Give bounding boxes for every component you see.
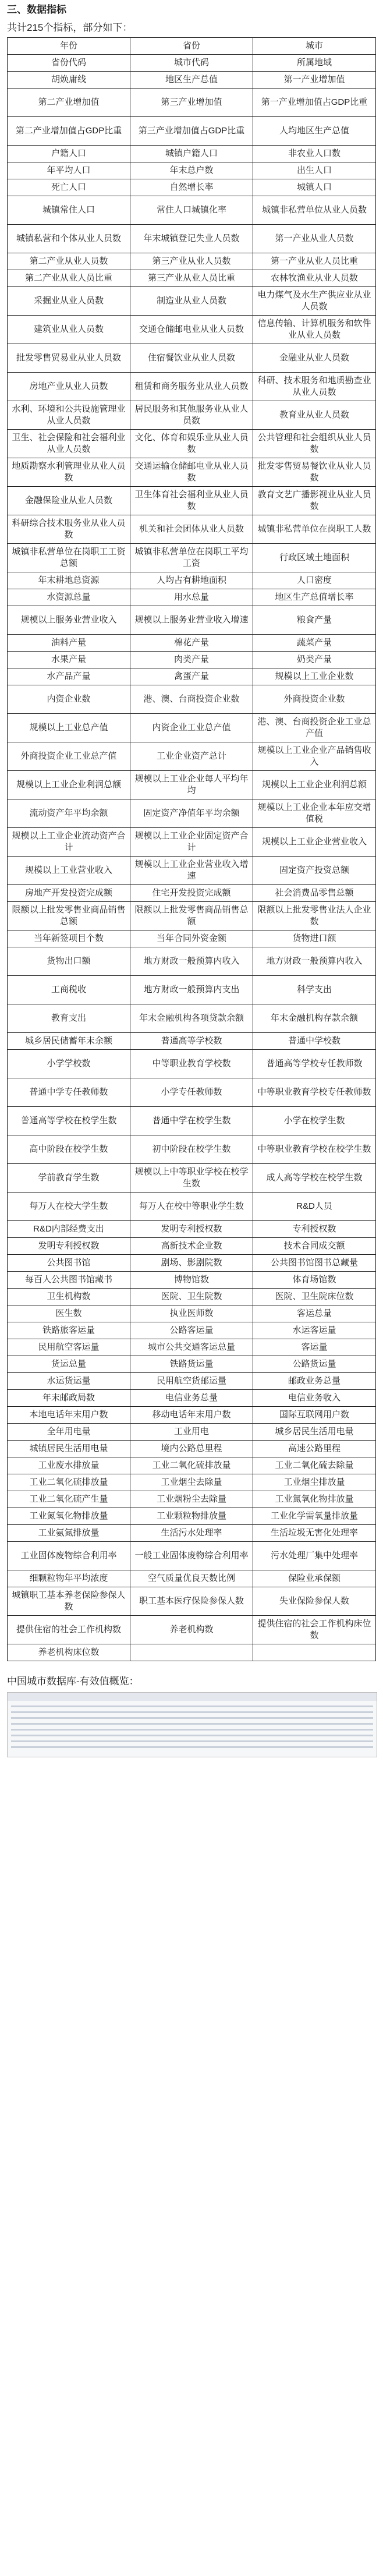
table-cell: 规模以上工业总产值 (8, 714, 130, 742)
table-row (8, 589, 376, 606)
table-cell: R&D内部经费支出 (8, 1221, 130, 1238)
table-cell: 技术合同成交额 (253, 1238, 375, 1255)
table-cell: 房地产开发投资完成额 (8, 885, 130, 902)
table-cell: 工业二氧化硫排放量 (8, 1474, 130, 1491)
table-cell: 规模以上工业企业营业收入增速 (130, 857, 253, 885)
table-row (8, 857, 376, 885)
table-cell: 文化、体育和娱乐业从业人员数 (130, 430, 253, 458)
table-cell: 机关和社会团体从业人员数 (130, 515, 253, 544)
table-cell: 粮食产量 (253, 606, 375, 635)
table-row (8, 1322, 376, 1339)
table-cell: 境内公路总里程 (130, 1441, 253, 1457)
table-cell: 学前教育学生数 (8, 1164, 130, 1193)
table-cell: 规模以上工业企业营业收入 (253, 828, 375, 857)
table-cell: 规模以上工业企业数 (253, 668, 375, 685)
table-row (8, 316, 376, 344)
table-cell: 人口密度 (253, 572, 375, 589)
table-row (8, 401, 376, 430)
table-cell: 科学支出 (253, 976, 375, 1004)
table-cell: 建筑业从业人员数 (8, 316, 130, 344)
table-cell: 失业保险参保人数 (253, 1587, 375, 1616)
table-row (8, 828, 376, 857)
table-cell: 采掘业从业人员数 (8, 287, 130, 316)
table-cell: 电信业务收入 (253, 1390, 375, 1407)
preview-title: 中国城市数据库-有效值概览： (7, 1676, 139, 1687)
section-title: 三、数据指标 (7, 4, 66, 15)
table-cell: 全年用电量 (8, 1424, 130, 1441)
table-cell: 流动资产年平均余额 (8, 799, 130, 828)
table-cell: 肉类产量 (130, 652, 253, 668)
table-cell: 水运货运量 (8, 1373, 130, 1390)
table-cell: 工业氮氧化物排放量 (8, 1508, 130, 1525)
table-cell: 水产品产量 (8, 668, 130, 685)
table-cell: 信息传输、计算机服务和软件业从业人员数 (253, 316, 375, 344)
table-cell: 公共图书馆图书总藏量 (253, 1255, 375, 1272)
table-row (8, 1289, 376, 1305)
table-row (8, 1221, 376, 1238)
table-row (8, 196, 376, 225)
table-cell: 第一产业增加值占GDP比重 (253, 89, 375, 117)
table-cell: 卫生体育社会福利业从业人员数 (130, 487, 253, 515)
table-row (8, 1193, 376, 1221)
table-cell: 第三产业增加值 (130, 89, 253, 117)
table-cell: 城乡居民生活用电量 (253, 1424, 375, 1441)
table-row (8, 1107, 376, 1135)
table-cell: 生活污水处理率 (130, 1525, 253, 1542)
table-cell: 当年合同外资金额 (130, 930, 253, 947)
table-row (8, 544, 376, 572)
table-cell: 工业氨氮排放量 (8, 1525, 130, 1542)
table-row (8, 1164, 376, 1193)
table-row (8, 1255, 376, 1272)
table-cell: 货物出口额 (8, 947, 130, 976)
table-cell: 规模以上工业企业本年应交增值税 (253, 799, 375, 828)
table-cell: 第二产业增加值占GDP比重 (8, 117, 130, 146)
indicator-table (7, 37, 376, 1661)
table-cell: 科研、技术服务和地质勘查业从业人员数 (253, 373, 375, 401)
table-cell: 水果产量 (8, 652, 130, 668)
table-row (8, 1570, 376, 1587)
table-cell: 工业企业资产总计 (130, 742, 253, 771)
table-cell: 户籍人口 (8, 146, 130, 162)
table-cell: 外商投资企业数 (253, 685, 375, 714)
table-row (8, 1004, 376, 1033)
table-cell: 城镇非私营单位在岗职工平均工资 (130, 544, 253, 572)
table-cell: 提供住宿的社会工作机构床位数 (253, 1616, 375, 1644)
table-cell: 工业烟尘排放量 (253, 1474, 375, 1491)
table-cell: 移动电话年末用户数 (130, 1407, 253, 1424)
table-cell: 死亡人口 (8, 179, 130, 196)
table-row (8, 1033, 376, 1050)
table-cell: 第二产业增加值 (8, 89, 130, 117)
table-cell: 细颗粒物年平均浓度 (8, 1570, 130, 1587)
table-row (8, 976, 376, 1004)
table-cell: 规模以上工业企业利润总额 (253, 771, 375, 799)
table-cell: 电信业务总量 (130, 1390, 253, 1407)
table-row (8, 72, 376, 89)
table-cell: 中等职业教育学校在校学生数 (253, 1135, 375, 1164)
table-row (8, 1078, 376, 1107)
table-row (8, 1542, 376, 1570)
table-row (8, 1305, 376, 1322)
table-cell: 第一产业从业人员比重 (253, 253, 375, 270)
table-row (8, 515, 376, 544)
table-cell: R&D人员 (253, 1193, 375, 1221)
table-cell: 客运总量 (253, 1305, 375, 1322)
table-cell: 年末邮政局数 (8, 1390, 130, 1407)
table-cell: 第三产业从业人员数 (130, 253, 253, 270)
table-cell: 空气质量优良天数比例 (130, 1570, 253, 1587)
table-row (8, 1424, 376, 1441)
table-cell: 教育业从业人员数 (253, 401, 375, 430)
table-cell: 地方财政一般预算内收入 (253, 947, 375, 976)
table-cell: 教育支出 (8, 1004, 130, 1033)
table-row (8, 668, 376, 685)
table-cell: 专利授权数 (253, 1221, 375, 1238)
table-row (8, 742, 376, 771)
table-cell: 工业二氧化硫去除量 (253, 1457, 375, 1474)
table-cell: 第一产业增加值 (253, 72, 375, 89)
table-cell: 限额以上批发零售业法人企业数 (253, 902, 375, 930)
table-cell: 工业氮氧化物排放量 (253, 1491, 375, 1508)
table-row (8, 652, 376, 668)
table-cell: 工业化学需氧量排放量 (253, 1508, 375, 1525)
table-cell: 第一产业从业人员数 (253, 225, 375, 253)
table-cell: 用水总量 (130, 589, 253, 606)
table-cell: 房地产业从业人员数 (8, 373, 130, 401)
table-cell: 地质勘察水利管理业从业人员数 (8, 458, 130, 487)
table-cell: 普通高等学校在校学生数 (8, 1107, 130, 1135)
table-cell: 第三产业增加值占GDP比重 (130, 117, 253, 146)
table-cell: 医院、卫生院床位数 (253, 1289, 375, 1305)
table-cell: 城镇人口 (253, 179, 375, 196)
table-row (8, 458, 376, 487)
table-row (8, 430, 376, 458)
table-cell: 提供住宿的社会工作机构数 (8, 1616, 130, 1644)
table-cell: 年末金融机构存款余额 (253, 1004, 375, 1033)
indicator-count-text: 共计215个指标，部分如下： (7, 22, 133, 33)
table-cell: 每万人在校中等职业学生数 (130, 1193, 253, 1221)
table-cell: 货运总量 (8, 1356, 130, 1373)
table-cell: 第二产业从业人员数 (8, 253, 130, 270)
table-cell: 港、澳、台商投资企业数 (130, 685, 253, 714)
table-cell: 规模以上工业营业收入 (8, 857, 130, 885)
table-cell: 邮政业务总量 (253, 1373, 375, 1390)
table-cell: 工业二氧化硫产生量 (8, 1491, 130, 1508)
table-cell (253, 1644, 375, 1661)
table-cell: 城镇居民生活用电量 (8, 1441, 130, 1457)
table-cell: 每万人在校大学生数 (8, 1193, 130, 1221)
table-cell: 成人高等学校在校学生数 (253, 1164, 375, 1193)
page-content (0, 1, 383, 1757)
table-cell: 工业烟粉尘去除量 (130, 1491, 253, 1508)
table-cell: 中等职业教育学校专任教师数 (253, 1078, 375, 1107)
table-cell: 油料产量 (8, 635, 130, 652)
table-cell: 规模以上工业企业产品销售收入 (253, 742, 375, 771)
table-cell: 行政区域土地面积 (253, 544, 375, 572)
table-cell: 工业二氧化硫排放量 (130, 1457, 253, 1474)
table-cell: 奶类产量 (253, 652, 375, 668)
table-cell: 公共图书馆 (8, 1255, 130, 1272)
table-cell: 社会消费品零售总额 (253, 885, 375, 902)
table-cell: 出生人口 (253, 162, 375, 179)
table-cell: 人均占有耕地面积 (130, 572, 253, 589)
table-cell: 发明专利授权数 (8, 1238, 130, 1255)
table-row (8, 1135, 376, 1164)
table-cell: 养老机构数 (130, 1616, 253, 1644)
table-header-cell: 年份 (8, 38, 130, 55)
table-row (8, 947, 376, 976)
table-row (8, 55, 376, 72)
table-cell: 年末总户数 (130, 162, 253, 179)
table-cell (130, 1644, 253, 1661)
table-cell: 民用航空货邮运量 (130, 1373, 253, 1390)
table-cell: 养老机构床位数 (8, 1644, 130, 1661)
table-cell: 制造业从业人员数 (130, 287, 253, 316)
table-cell: 第二产业从业人员比重 (8, 270, 130, 287)
table-cell: 高速公路里程 (253, 1441, 375, 1457)
table-row (8, 1525, 376, 1542)
table-cell: 卫生、社会保险和社会福利业从业人员数 (8, 430, 130, 458)
table-cell: 执业医师数 (130, 1305, 253, 1322)
table-cell: 剧场、影剧院数 (130, 1255, 253, 1272)
table-cell: 发明专利授权数 (130, 1221, 253, 1238)
table-cell: 城镇常住人口 (8, 196, 130, 225)
table-cell: 医生数 (8, 1305, 130, 1322)
table-row (8, 771, 376, 799)
table-header-cell: 省份 (130, 38, 253, 55)
table-row (8, 1616, 376, 1644)
table-cell: 一般工业固体废物综合利用率 (130, 1542, 253, 1570)
table-cell: 城市代码 (130, 55, 253, 72)
table-cell: 规模以上中等职业学校在校学生数 (130, 1164, 253, 1193)
table-cell: 工业颗粒物排放量 (130, 1508, 253, 1525)
table-row (8, 117, 376, 146)
table-cell: 公路货运量 (253, 1356, 375, 1373)
table-cell: 地区生产总值增长率 (253, 589, 375, 606)
table-cell: 职工基本医疗保险参保人数 (130, 1587, 253, 1616)
table-row (8, 38, 376, 55)
table-cell: 工商税收 (8, 976, 130, 1004)
table-row (8, 1587, 376, 1616)
table-row (8, 287, 376, 316)
table-row (8, 162, 376, 179)
table-row (8, 1373, 376, 1390)
table-cell: 每百人公共图书馆藏书 (8, 1272, 130, 1289)
table-row (8, 799, 376, 828)
table-cell: 交通仓储邮电业从业人员数 (130, 316, 253, 344)
table-cell: 小学学校数 (8, 1050, 130, 1078)
table-cell: 蔬菜产量 (253, 635, 375, 652)
table-cell: 城市公共交通客运总量 (130, 1339, 253, 1356)
table-cell: 非农业人口数 (253, 146, 375, 162)
table-cell: 博物馆数 (130, 1272, 253, 1289)
table-row (8, 270, 376, 287)
table-row (8, 89, 376, 117)
table-cell: 科研综合技术服务业从业人员数 (8, 515, 130, 544)
table-cell: 内资企业数 (8, 685, 130, 714)
table-row (8, 487, 376, 515)
table-cell: 城镇职工基本养老保险参保人数 (8, 1587, 130, 1616)
table-cell: 水运客运量 (253, 1322, 375, 1339)
table-cell: 交通运输仓储邮电业从业人员数 (130, 458, 253, 487)
table-row (8, 344, 376, 373)
table-cell: 外商投资企业工业总产值 (8, 742, 130, 771)
table-cell: 自然增长率 (130, 179, 253, 196)
table-cell: 城镇户籍人口 (130, 146, 253, 162)
table-row (8, 1390, 376, 1407)
table-cell: 金融业从业人员数 (253, 344, 375, 373)
table-cell: 工业废水排放量 (8, 1457, 130, 1474)
table-cell: 工业用电 (130, 1424, 253, 1441)
table-cell: 当年新签项目个数 (8, 930, 130, 947)
table-row (8, 1272, 376, 1289)
table-cell: 批发零售贸易业从业人员数 (8, 344, 130, 373)
table-cell: 普通高等学校数 (130, 1033, 253, 1050)
table-cell: 地区生产总值 (130, 72, 253, 89)
table-cell: 污水处理厂集中处理率 (253, 1542, 375, 1570)
table-cell: 限额以上批发零售商品销售总额 (130, 902, 253, 930)
table-cell: 电力煤气及水生产供应业从业人员数 (253, 287, 375, 316)
table-cell: 高新技术企业数 (130, 1238, 253, 1255)
table-cell: 铁路旅客运量 (8, 1322, 130, 1339)
table-row (8, 1457, 376, 1474)
table-cell: 住宿餐饮业从业人员数 (130, 344, 253, 373)
table-row (8, 1356, 376, 1373)
table-cell: 规模以上工业企业每人平均年均 (130, 771, 253, 799)
table-cell: 医院、卫生院数 (130, 1289, 253, 1305)
table-cell: 省份代码 (8, 55, 130, 72)
table-cell: 城镇非私营单位在岗职工工资总额 (8, 544, 130, 572)
table-row (8, 253, 376, 270)
table-cell: 普通中学校数 (253, 1033, 375, 1050)
table-cell: 公共管理和社会组织从业人员数 (253, 430, 375, 458)
table-cell: 城乡居民储蓄年末余额 (8, 1033, 130, 1050)
table-row (8, 685, 376, 714)
table-row (8, 1050, 376, 1078)
table-row (8, 1238, 376, 1255)
table-cell: 生活垃圾无害化处理率 (253, 1525, 375, 1542)
table-row (8, 902, 376, 930)
table-cell: 农林牧渔业从业人员数 (253, 270, 375, 287)
table-cell: 小学专任教师数 (130, 1078, 253, 1107)
table-row (8, 373, 376, 401)
table-row (8, 1441, 376, 1457)
table-cell: 胡焕庸线 (8, 72, 130, 89)
table-cell: 固定资产净值年平均余额 (130, 799, 253, 828)
table-cell: 第三产业从业人员比重 (130, 270, 253, 287)
table-cell: 年末耕地总资源 (8, 572, 130, 589)
table-cell: 规模以上工业企业固定资产合计 (130, 828, 253, 857)
table-cell: 体育场馆数 (253, 1272, 375, 1289)
table-cell: 年平均人口 (8, 162, 130, 179)
table-cell: 初中阶段在校学生数 (130, 1135, 253, 1164)
table-row (8, 1407, 376, 1424)
table-row (8, 1491, 376, 1508)
table-cell: 普通中学在校学生数 (130, 1107, 253, 1135)
table-row (8, 225, 376, 253)
table-cell: 中等职业教育学校数 (130, 1050, 253, 1078)
table-row (8, 930, 376, 947)
table-row (8, 635, 376, 652)
table-cell: 地方财政一般预算内支出 (130, 976, 253, 1004)
table-cell: 水利、环境和公共设施管理业从业人员数 (8, 401, 130, 430)
table-cell: 棉花产量 (130, 635, 253, 652)
table-row (8, 1339, 376, 1356)
table-cell: 规模以上服务业营业收入 (8, 606, 130, 635)
table-cell: 货物进口额 (253, 930, 375, 947)
table-cell: 金融保险业从业人员数 (8, 487, 130, 515)
table-header-cell: 城市 (253, 38, 375, 55)
table-cell: 港、澳、台商投资企业工业总产值 (253, 714, 375, 742)
table-cell: 年末金融机构各项贷款余额 (130, 1004, 253, 1033)
table-cell: 工业固体废物综合利用率 (8, 1542, 130, 1570)
table-cell: 所属地域 (253, 55, 375, 72)
table-cell: 普通高等学校专任教师数 (253, 1050, 375, 1078)
table-cell: 常住人口城镇化率 (130, 196, 253, 225)
table-cell: 卫生机构数 (8, 1289, 130, 1305)
table-cell: 工业烟尘去除量 (130, 1474, 253, 1491)
table-row (8, 1508, 376, 1525)
table-cell: 地方财政一般预算内收入 (130, 947, 253, 976)
table-cell: 公路客运量 (130, 1322, 253, 1339)
table-row (8, 146, 376, 162)
table-row (8, 1644, 376, 1661)
table-cell: 限额以上批发零售业商品销售总额 (8, 902, 130, 930)
table-row (8, 714, 376, 742)
preview-thumbnail (7, 1692, 377, 1757)
table-cell: 年末城镇登记失业人员数 (130, 225, 253, 253)
table-cell: 固定资产投资总额 (253, 857, 375, 885)
table-row (8, 572, 376, 589)
table-cell: 居民服务和其他服务业从业人员数 (130, 401, 253, 430)
table-cell: 人均地区生产总值 (253, 117, 375, 146)
table-cell: 规模以上服务业营业收入增速 (130, 606, 253, 635)
table-cell: 内资企业工业总产值 (130, 714, 253, 742)
table-cell: 民用航空客运量 (8, 1339, 130, 1356)
table-cell: 规模以上工业企业流动资产合计 (8, 828, 130, 857)
table-cell: 水资源总量 (8, 589, 130, 606)
table-row (8, 1474, 376, 1491)
table-cell: 城镇私营和个体从业人员数 (8, 225, 130, 253)
table-cell: 教育文艺广播影视业从业人员数 (253, 487, 375, 515)
table-cell: 保险业承保额 (253, 1570, 375, 1587)
table-cell: 国际互联网用户数 (253, 1407, 375, 1424)
table-cell: 城镇非私营单位在岗职工人数 (253, 515, 375, 544)
table-row (8, 179, 376, 196)
table-cell: 铁路货运量 (130, 1356, 253, 1373)
table-cell: 小学在校学生数 (253, 1107, 375, 1135)
table-cell: 本地电话年末用户数 (8, 1407, 130, 1424)
table-cell: 禽蛋产量 (130, 668, 253, 685)
table-cell: 高中阶段在校学生数 (8, 1135, 130, 1164)
table-cell: 客运量 (253, 1339, 375, 1356)
table-row (8, 885, 376, 902)
table-row (8, 606, 376, 635)
table-cell: 城镇非私营单位从业人员数 (253, 196, 375, 225)
table-cell: 住宅开发投资完成额 (130, 885, 253, 902)
table-cell: 租赁和商务服务业从业人员数 (130, 373, 253, 401)
table-cell: 规模以上工业企业利润总额 (8, 771, 130, 799)
table-cell: 普通中学专任教师数 (8, 1078, 130, 1107)
table-cell: 批发零售贸易餐饮业从业人员数 (253, 458, 375, 487)
